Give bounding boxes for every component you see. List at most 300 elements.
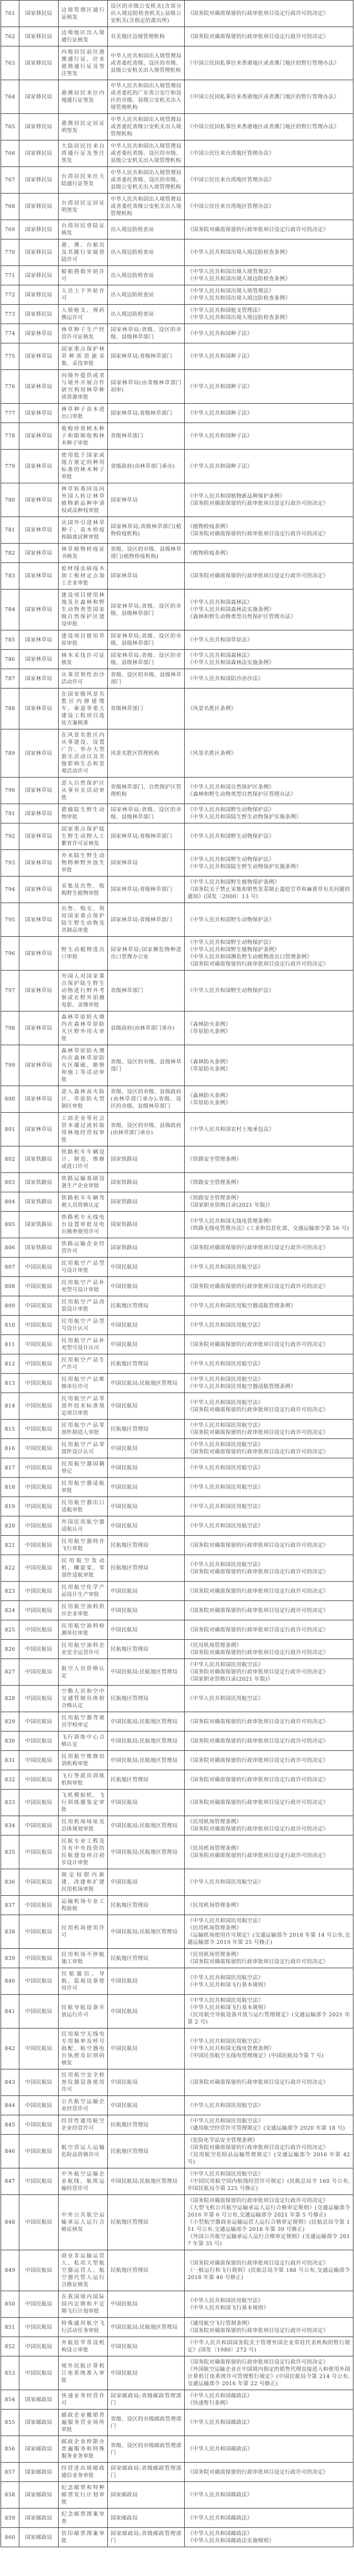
legal-basis-cell [185, 1869, 353, 1896]
legal-basis-item: 《中华人民共和国飞行基本规则》 [188, 2005, 269, 2011]
department-cell: 国家铁路局 [19, 1212, 59, 1238]
item-name-cell: 从国外引进林草种子、苗木检疫和隔离试种审批 [59, 517, 108, 544]
department-cell: 国家铁路局 [19, 1173, 59, 1192]
implementing-agency-cell: 中国民航局;民航地区管理局 [108, 1659, 185, 1686]
legal-basis-cell [185, 1835, 353, 1869]
department-cell: 中国民航局 [19, 1555, 59, 1582]
table-row [1, 2356, 353, 2390]
legal-basis-cell [185, 1374, 353, 1393]
row-number-cell: 796 [1, 937, 19, 971]
department-cell: 中国民航局 [19, 1582, 59, 1601]
legal-basis-item: 《中国民用航空无线电管理规定》(中国民航局令第 7 号) [188, 2053, 324, 2059]
department-cell: 国家林草局 [19, 804, 59, 823]
row-number-cell: 818 [1, 1478, 19, 1497]
implementing-agency-cell: 县级政府(由林草部门承办) [108, 1011, 185, 1045]
row-number-cell: 814 [1, 1393, 19, 1420]
table-row [1, 450, 353, 483]
table-row [1, 1439, 353, 1458]
table-row [1, 2069, 353, 2096]
legal-basis-item: 《中华人民共和国民用航空法》 [188, 1974, 264, 1981]
item-name-cell: 民用航空器驾驶员学校审定 [59, 1712, 108, 1732]
legal-basis-item: 《民用机场管理条例》 [188, 1819, 242, 1825]
legal-basis-item: 《中华人民共和国民用航空法》 [188, 1376, 264, 1383]
table-row [1, 1374, 353, 1393]
legal-basis-item: 《国务院对确需保留的行政审批项目设定行政许可的决定》 [188, 530, 329, 537]
department-cell: 中国民航局 [19, 1712, 59, 1732]
legal-basis-cell [185, 650, 353, 669]
implementing-agency-cell: 中国民航局 [108, 1258, 185, 1277]
item-name-cell: 飞行训练中心合格认定 [59, 1732, 108, 1751]
legal-basis-item: 《中华人民共和国野生植物保护条例》 [188, 947, 280, 953]
implementing-agency-cell: 民航地区管理局 [108, 2250, 185, 2291]
legal-basis-item: 《中华人民共和国出境入境边防检查条例》 [188, 249, 291, 255]
department-cell: 中国民航局 [19, 2069, 59, 2096]
department-cell: 国家林草局 [19, 404, 59, 423]
table-body [1, 1, 353, 2547]
department-cell: 国家邮政局 [19, 2436, 59, 2463]
implementing-agency-cell: 民航地区管理局 [108, 1420, 185, 1439]
row-number-cell: 826 [1, 1640, 19, 1659]
department-cell: 国家林草局 [19, 669, 59, 689]
legal-basis-item: 《中华人民共和国民用航空法》 [188, 1442, 264, 1448]
department-cell: 国家铁路局 [19, 1146, 59, 1173]
department-cell: 国家邮政局 [19, 2410, 59, 2436]
legal-basis-item: 《国务院对确需保留的行政审批项目设定行政许可的决定》 [188, 2145, 329, 2151]
table-row [1, 877, 353, 903]
table-row [1, 483, 353, 517]
legal-basis-cell [185, 305, 353, 324]
table-row [1, 1896, 353, 1915]
department-cell: 国家林草局 [19, 689, 59, 729]
legal-basis-item: 《国务院关于禁止采集和销售发菜制止滥挖甘草和麻黄草有关问题的通知》(国发〔2000〕13 号) [188, 887, 351, 900]
legal-basis-cell [185, 324, 353, 343]
item-name-cell: 民航导航设备开放运行许可 [59, 1995, 108, 2029]
table-row [1, 2115, 353, 2135]
table-row [1, 1995, 353, 2029]
department-cell: 中国民航局 [19, 1995, 59, 2029]
department-cell: 国家移民局 [19, 167, 59, 194]
item-name-cell: 森林草原防火期内在森林草原防火区野外用火审批 [59, 1011, 108, 1045]
implementing-agency-cell: 中华人民共和国出入境管理局或者委托省级公安机关出入境管理机构 [108, 194, 185, 220]
implementing-agency-cell: 国家林草局;省级、设区的市级、县级林草部门 [108, 804, 185, 823]
department-cell: 国家移民局 [19, 239, 59, 266]
legal-basis-item: 《铁路安全管理条例》 [188, 1156, 242, 1162]
row-number-cell: 787 [1, 669, 19, 689]
table-row [1, 27, 353, 46]
implementing-agency-cell: 出入境边防检查站 [108, 239, 185, 266]
legal-basis-item: 《中华人民共和国飞行基本规则》 [188, 1981, 269, 1988]
table-row [1, 1620, 353, 1640]
department-cell: 中国民航局 [19, 1601, 59, 1620]
legal-basis-cell [185, 404, 353, 423]
legal-basis-item: 《中华人民共和国陆生野生动物保护实施条例》 [188, 863, 301, 870]
department-cell: 国家移民局 [19, 80, 59, 114]
legal-basis-cell [185, 370, 353, 404]
item-name-cell: 边境地区出入境通行证核发 [59, 27, 108, 46]
implementing-agency-cell: 国家邮政局 [108, 2482, 185, 2509]
legal-basis-cell [185, 1, 353, 27]
item-name-cell: 人员上下外轮许可 [59, 285, 108, 305]
row-number-cell: 820 [1, 1516, 19, 1536]
legal-basis-cell [185, 689, 353, 729]
table-row [1, 1516, 353, 1536]
row-number-cell: 764 [1, 80, 19, 114]
legal-basis-item: 《中华人民共和国种子法》 [188, 463, 253, 470]
table-row [1, 1835, 353, 1869]
table-row [1, 1113, 353, 1146]
legal-basis-item: 《中华人民共和国民用航空法》 [188, 1322, 264, 1328]
department-cell: 中国民航局 [19, 1816, 59, 1835]
department-cell: 国家铁路局 [19, 1192, 59, 1212]
legal-basis-item: 《森林防火条例》 [188, 1092, 231, 1099]
legal-basis-item: 《民用机场管理条例》 [188, 1642, 242, 1649]
item-name-cell: 猎捕陆生野生动物审批 [59, 804, 108, 823]
table-row [1, 343, 353, 370]
legal-basis-item: 《运输机场使用许可规定》(交通运输部令 2018 年第 14 号公布,交通运输部令 2019 年第 25 号修正) [188, 1932, 350, 1946]
row-number-cell: 850 [1, 2291, 19, 2318]
implementing-agency-cell: 民航地区管理局 [108, 1296, 185, 1316]
legal-basis-item: 《国务院对确需保留的行政审批项目设定行政许可的决定》 [188, 1430, 329, 1436]
table-row [1, 650, 353, 669]
implementing-agency-cell: 国家铁路局 [108, 1238, 185, 1258]
item-name-cell: 民用航空无线电专用频率及呼号指配、航空器电台执照及识别码核发 [59, 2029, 108, 2069]
department-cell: 中国民航局 [19, 1316, 59, 1335]
item-name-cell: 民用航空产品维修单位许可 [59, 1374, 108, 1393]
department-cell: 中国民航局 [19, 1393, 59, 1420]
legal-basis-item: 《中华人民共和国种子法》 [188, 353, 253, 359]
item-name-cell: 民航通信、导航、监视设备使用许可 [59, 1968, 108, 1995]
item-name-cell: 民用航空产品型号设计认可 [59, 1316, 108, 1335]
implementing-agency-cell: 国家邮政局;省级邮政管理部门 [108, 2528, 185, 2547]
item-name-cell: 铁路运输企业经营许可 [59, 1238, 108, 1258]
legal-basis-item: 《风景名胜区条例》 [188, 706, 237, 712]
row-number-cell: 770 [1, 239, 19, 266]
implementing-agency-cell: 省级、设区的市级、县级林草部门(植物检疫机构) [108, 544, 185, 563]
department-cell: 国家林草局 [19, 370, 59, 404]
row-number-cell: 789 [1, 729, 19, 778]
legal-basis-item: 《中华人民共和国森林法实施条例》 [188, 660, 274, 666]
table-row [1, 1555, 353, 1582]
item-name-cell: 民用航空安全检查仪器设备使用许可 [59, 2069, 108, 2096]
department-cell: 中国民航局 [19, 1374, 59, 1393]
legal-basis-cell [185, 1335, 353, 1354]
item-name-cell: 从事营利性治沙活动许可 [59, 669, 108, 689]
item-name-cell: 台湾居民来往大陆通行证签发 [59, 167, 108, 194]
legal-basis-item: 《外国公共航空运输承运人运行合格审定规则》(交通运输部令 2017 年第 35 号) [188, 2234, 350, 2247]
implementing-agency-cell: 省级林草部门 [108, 423, 185, 450]
department-cell: 国家林草局 [19, 544, 59, 563]
item-name-cell: 建设项目使用草原审批 [59, 630, 108, 650]
legal-basis-cell [185, 1732, 353, 1751]
row-number-cell: 762 [1, 27, 19, 46]
table-row [1, 239, 353, 266]
row-number-cell: 857 [1, 2463, 19, 2482]
legal-basis-item: 《植物检疫条例》 [188, 550, 231, 556]
table-row [1, 630, 353, 650]
legal-basis-item: 《一般运行和飞行规则》(民航总局令第 188 号公布,交通运输部令 2018 年第 40 号修正) [188, 2267, 350, 2281]
department-cell: 国家林草局 [19, 590, 59, 630]
legal-basis-cell [185, 804, 353, 823]
implementing-agency-cell: 中华人民共和国出入境管理局或者委托省级、设区的市级、县级公安机关出入境管理机构 [108, 46, 185, 80]
department-cell: 中国民航局 [19, 1516, 59, 1536]
department-cell: 国家林草局 [19, 937, 59, 971]
item-name-cell: 飞行签派员训练机构审批 [59, 1770, 108, 1790]
department-cell: 中国民航局 [19, 1686, 59, 1712]
item-name-cell: 民用航空器出口适航审批 [59, 1497, 108, 1516]
legal-basis-item: 《中华人民共和国民用航空法》 [188, 2102, 264, 2109]
row-number-cell: 843 [1, 2069, 19, 2096]
legal-basis-item: 《国务院对确需保留的行政审批项目设定行政许可的决定》 [188, 1800, 329, 1806]
legal-basis-item: 《国务院对确需保留的行政审批项目设定行政许可的决定》 [188, 2198, 329, 2204]
legal-basis-item: 《中华人民共和国邮政法》 [188, 2492, 253, 2498]
legal-basis-item: 《中华人民共和国民用航空法》 [188, 1696, 264, 1702]
row-number-cell: 800 [1, 1086, 19, 1113]
row-number-cell: 824 [1, 1601, 19, 1620]
row-number-cell: 839 [1, 1949, 19, 1968]
row-number-cell: 819 [1, 1497, 19, 1516]
implementing-agency-cell: 中国民航局 [108, 1478, 185, 1497]
table-row [1, 2318, 353, 2337]
legal-basis-cell [185, 517, 353, 544]
department-cell: 中国民航局 [19, 2291, 59, 2318]
implementing-agency-cell: 中国民航局 [108, 1601, 185, 1620]
legal-basis-item: 《中华人民共和国国务院关于管理外国企业常驻代表机构的暂行规定》(国发〔1980〕272 号) [188, 2340, 350, 2353]
implementing-agency-cell: 中华人民共和国出入境管理局或者委托省级公安机关出入境管理机构 [108, 114, 185, 140]
legal-basis-item: 《国务院对确需保留的行政审批项目设定行政许可的决定》 [188, 1718, 329, 1725]
legal-basis-cell [185, 2168, 353, 2195]
legal-basis-item: 《中华人民共和国野生动物保护法》 [188, 988, 274, 994]
legal-basis-item: 《中国公民往来台湾地区管理办法》 [188, 177, 274, 183]
department-cell: 国家林草局 [19, 423, 59, 450]
item-name-cell: 使用低于国家或地方规定的种用标准的林木种子审批 [59, 450, 108, 483]
legal-basis-item: 《中华人民共和国民用航空法》 [188, 2297, 264, 2304]
row-number-cell: 768 [1, 194, 19, 220]
implementing-agency-cell: 中华人民共和国出入境管理局或者委托省级、设区的市级、县级公安机关出入境管理机构 [108, 140, 185, 167]
legal-basis-cell [185, 2436, 353, 2463]
row-number-cell: 809 [1, 1296, 19, 1316]
table-row [1, 903, 353, 937]
legal-basis-item: 《民用机场管理条例》 [188, 1952, 242, 1958]
legal-basis-cell [185, 239, 353, 266]
legal-basis-item: 《中华人民共和国森林法实施条例》 [188, 607, 274, 613]
table-row [1, 2096, 353, 2115]
table-row [1, 1420, 353, 1439]
department-cell: 国家林草局 [19, 324, 59, 343]
implementing-agency-cell: 设区的市级公安机关(含部分出入境边防检查机关);县级公安机关(含指定的派出所) [108, 1, 185, 27]
legal-basis-cell [185, 1497, 353, 1516]
row-number-cell: 821 [1, 1536, 19, 1555]
item-name-cell: 林草种子生产经营许可证核发 [59, 324, 108, 343]
item-name-cell: 纪念邮票图案审查 [59, 2509, 108, 2528]
item-name-cell: 边境管理区通行证核发 [59, 1, 108, 27]
legal-basis-cell [185, 1582, 353, 1601]
legal-basis-cell [185, 877, 353, 903]
legal-basis-cell [185, 2509, 353, 2528]
legal-basis-cell [185, 563, 353, 590]
table-row [1, 778, 353, 804]
legal-basis-item: 《国务院对确需保留的行政审批项目设定行政许可的决定》 [188, 1826, 329, 1832]
item-name-cell: 港澳居民定居证明签发 [59, 114, 108, 140]
legal-basis-item: 《森林防火条例》 [188, 1058, 231, 1065]
item-name-cell: 空勤人员和空中交通管制员体检合格认定 [59, 1686, 108, 1712]
row-number-cell: 766 [1, 140, 19, 167]
implementing-agency-cell: 省级、设区的市级、县级政府(由林草部门承办) [108, 1113, 185, 1146]
legal-basis-item: 《通用航空飞行管制条例》 [188, 2321, 253, 2327]
table-row [1, 563, 353, 590]
table-row [1, 1277, 353, 1296]
item-name-cell: 林木采伐许可证核发 [59, 650, 108, 669]
item-name-cell: 中外航空运输企业航线、航班运输经营许可 [59, 2168, 108, 2195]
department-cell: 中国民航局 [19, 1770, 59, 1790]
row-number-cell: 776 [1, 370, 19, 404]
legal-basis-cell [185, 1258, 353, 1277]
item-name-cell: 民用航空油料检测单位审批 [59, 1620, 108, 1640]
department-cell: 国家林草局 [19, 1011, 59, 1045]
legal-basis-cell [185, 423, 353, 450]
legal-basis-cell [185, 1478, 353, 1497]
legal-basis-item: 《国务院对确需保留的行政审批项目设定行政许可的决定》 [188, 1626, 329, 1633]
legal-basis-cell [185, 2291, 353, 2318]
legal-basis-item: 《中华人民共和国野生动物保护法》 [188, 940, 274, 946]
department-cell: 中国民航局 [19, 1640, 59, 1659]
legal-basis-cell [185, 1146, 353, 1173]
legal-basis-item: 《中华人民共和国出境入境边防检查条例》 [188, 276, 291, 282]
row-number-cell: 855 [1, 2410, 19, 2436]
implementing-agency-cell: 中国民航局 [108, 1497, 185, 1516]
department-cell: 中国民航局 [19, 1335, 59, 1354]
legal-basis-item: 《中华人民共和国民用航空器适航管理条例》 [188, 1302, 296, 1309]
table-row [1, 1640, 353, 1659]
implementing-agency-cell: 中国民航局 [108, 1516, 185, 1536]
legal-basis-cell [185, 2463, 353, 2482]
legal-basis-item: 《大型飞机公共航空运输承运人运行合格审定规则》(交通运输部令 2016 年第 6 号公布,交通运输部令 2021 年第 5 号修正) [188, 2205, 350, 2218]
implementing-agency-cell: 省级、设区的市级、县级政府(由林草部门承办);省级、设区的市级、县级林草部门 [108, 1086, 185, 1113]
row-number-cell: 822 [1, 1555, 19, 1582]
item-name-cell: 快递业务经营许可 [59, 2390, 108, 2410]
row-number-cell: 851 [1, 2318, 19, 2337]
row-number-cell: 780 [1, 483, 19, 517]
table-row [1, 266, 353, 285]
row-number-cell: 788 [1, 689, 19, 729]
item-name-cell: 境外民航计算机订座系统准入审批 [59, 2356, 108, 2390]
implementing-agency-cell: 民航地区管理局 [108, 2195, 185, 2250]
row-number-cell: 829 [1, 1712, 19, 1732]
legal-basis-item: 《国务院对确需保留的行政审批项目设定行政许可的决定》 [188, 1568, 329, 1575]
row-number-cell: 781 [1, 517, 19, 544]
department-cell: 中国民航局 [19, 1296, 59, 1316]
legal-basis-item: 《快递暂行条例》 [188, 2400, 231, 2406]
table-row [1, 2482, 353, 2509]
legal-basis-cell [185, 1354, 353, 1374]
legal-basis-item: 《民用机场管理条例》 [188, 1902, 242, 1908]
legal-basis-cell [185, 1420, 353, 1439]
table-row [1, 1212, 353, 1238]
implementing-agency-cell: 中国民航局 [108, 1316, 185, 1335]
department-cell: 国家林草局 [19, 563, 59, 590]
legal-basis-cell [185, 114, 353, 140]
item-name-cell: 松材线虫病疫木加工板材定点加工企业审批 [59, 563, 108, 590]
row-number-cell: 830 [1, 1732, 19, 1751]
item-name-cell: 中外公共航空运输承运人运行合格证核发 [59, 2195, 108, 2250]
legal-basis-item: 《国务院对确需保留的行政审批项目设定行政许可的决定》 [188, 961, 329, 967]
implementing-agency-cell: 中国民航局;民航地区管理局 [108, 1751, 185, 1770]
department-cell: 国家移民局 [19, 27, 59, 46]
legal-basis-cell [185, 1601, 353, 1620]
legal-basis-item: 《国务院对确需保留的行政审批项目设定行政许可的决定》 [188, 1607, 329, 1614]
item-name-cell: 入境枪支、弹药携运许可 [59, 305, 108, 324]
table-row [1, 2463, 353, 2482]
legal-basis-item: 《中华人民共和国民用航空法》 [188, 1998, 264, 2004]
table-row [1, 1258, 353, 1277]
legal-basis-item: 《民用机场管理条例》 [188, 1845, 242, 1852]
row-number-cell: 807 [1, 1258, 19, 1277]
legal-basis-cell [185, 2135, 353, 2168]
table-row [1, 46, 353, 80]
implementing-agency-cell: 民航地区管理局 [108, 1896, 185, 1915]
legal-basis-cell [185, 2356, 353, 2390]
legal-basis-cell [185, 1770, 353, 1790]
row-number-cell: 817 [1, 1458, 19, 1478]
table-row [1, 2195, 353, 2250]
table-row [1, 1770, 353, 1790]
row-number-cell: 835 [1, 1835, 19, 1869]
legal-basis-cell [185, 483, 353, 517]
implementing-agency-cell: 中国民航局 [108, 1869, 185, 1896]
item-name-cell: 大陆居民往来台湾通行证及签注签发 [59, 140, 108, 167]
item-name-cell: 特殊通用航空飞行活动任务审批 [59, 2318, 108, 2337]
legal-basis-cell [185, 2337, 353, 2356]
row-number-cell: 808 [1, 1277, 19, 1296]
legal-basis-cell [185, 1751, 353, 1770]
department-cell: 中国民航局 [19, 1751, 59, 1770]
legal-basis-item: 《国务院对确需保留的行政审批项目设定行政许可的决定》 [188, 2079, 329, 2085]
table-row [1, 1011, 353, 1045]
table-row [1, 669, 353, 689]
legal-basis-cell [185, 2029, 353, 2069]
legal-basis-cell [185, 2096, 353, 2115]
row-number-cell: 779 [1, 450, 19, 483]
row-number-cell: 773 [1, 305, 19, 324]
row-number-cell: 810 [1, 1316, 19, 1335]
legal-basis-item: 《国务院对确需保留的行政审批项目设定行政许可的决定》 [188, 1244, 329, 1251]
table-row [1, 1968, 353, 1995]
department-cell: 中国民航局 [19, 1620, 59, 1640]
table-row [1, 2135, 353, 2168]
item-name-cell: 建设项目使用林地及在森林和野生动物类型国家级自然保护区建设审批 [59, 590, 108, 630]
legal-basis-cell [185, 1316, 353, 1335]
implementing-agency-cell: 民航地区管理局 [108, 1770, 185, 1790]
implementing-agency-cell: 风景名胜区管理机构 [108, 729, 185, 778]
item-name-cell: 民用航空油料供应企业审批 [59, 1601, 108, 1620]
legal-basis-item: 《国务院对确需保留的行政审批项目设定行政许可的决定》 [188, 2328, 329, 2334]
legal-basis-item: 《国务院对确需保留的行政审批项目设定行政许可的决定》 [188, 573, 329, 579]
legal-basis-item: 《中华人民共和国民用航空法》 [188, 1503, 264, 1510]
table-row [1, 1045, 353, 1086]
table-row [1, 823, 353, 850]
row-number-cell: 804 [1, 1192, 19, 1212]
row-number-cell: 774 [1, 324, 19, 343]
item-name-cell: 外国民用航空器适航认可 [59, 1516, 108, 1536]
legal-basis-item: 《中华人民共和国民用航空法》 [188, 1484, 264, 1490]
table-row [1, 2250, 353, 2291]
implementing-agency-cell: 省级、设区的市级邮政管理部门 [108, 2410, 185, 2436]
implementing-agency-cell: 国家林草局;省级林草部门(植物检疫机构) [108, 517, 185, 544]
legal-basis-item: 《国务院对确需保留的行政审批项目设定行政许可的决定》 [188, 1853, 329, 1859]
table-row [1, 167, 353, 194]
row-number-cell: 790 [1, 778, 19, 804]
item-name-cell: 船舶搭载外轮许可 [59, 266, 108, 285]
legal-basis-item: 《中华人民共和国森林法》 [188, 599, 253, 606]
